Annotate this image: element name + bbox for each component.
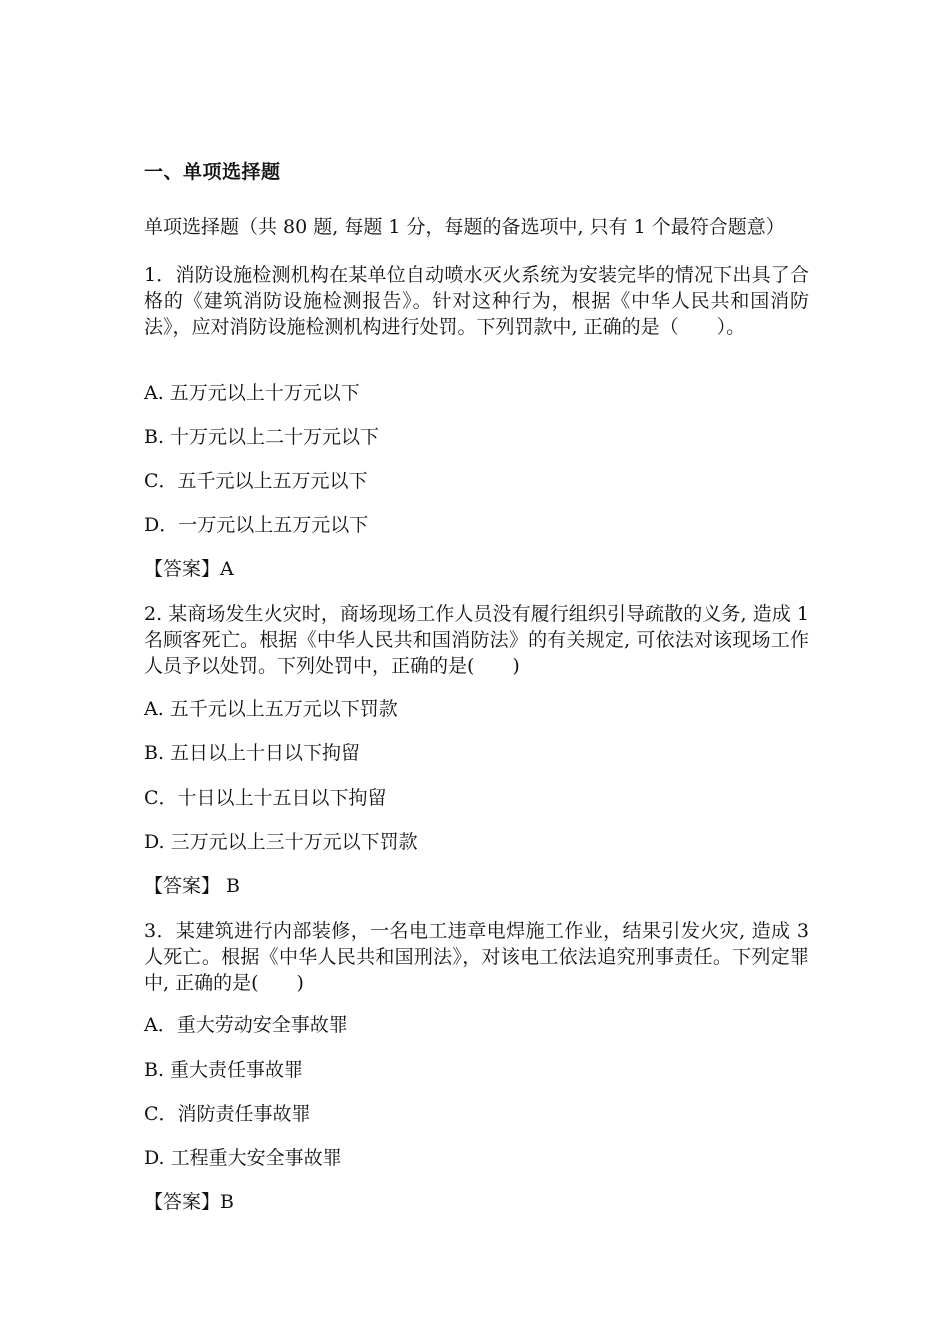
question-1-option-d: D．一万元以上五万元以下 [144, 514, 369, 536]
question-3-option-c: C．消防责任事故罪 [144, 1103, 311, 1125]
section-intro: 单项选择题（共 80 题, 每题 1 分，每题的备选项中, 只有 1 个最符合题意） [144, 216, 785, 238]
question-3-answer: 【答案】B [144, 1191, 234, 1213]
question-1-option-c: C．五千元以上五万元以下 [144, 470, 368, 492]
question-2-answer: 【答案】 B [144, 875, 241, 897]
question-3-option-a: A．重大劳动安全事故罪 [144, 1014, 348, 1036]
question-2-option-d: D. 三万元以上三十万元以下罚款 [144, 831, 418, 853]
section-title: 一、单项选择题 [144, 161, 281, 183]
question-2-option-c: C．十日以上十五日以下拘留 [144, 787, 387, 809]
question-stem-2: 2. 某商场发生火灾时，商场现场工作人员没有履行组织引导疏散的义务, 造成 1 名顾客死亡。根据《中华人民共和国消防法》的有关规定, 可依法对该现场工作人员予以处罚。下列处罚中，正确的是( ) [144, 603, 809, 677]
question-1-option-a: A. 五万元以上十万元以下 [144, 382, 360, 404]
question-3-option-d: D. 工程重大安全事故罪 [144, 1147, 342, 1169]
question-3-option-b: B. 重大责任事故罪 [144, 1059, 304, 1081]
question-stem-1: 1．消防设施检测机构在某单位自动喷水灭火系统为安装完毕的情况下出具了合格的《建筑消防设施检测报告》。针对这种行为，根据《中华人民共和国消防法》，应对消防设施检测机构进行处罚。下列罚款中, 正确的是（ ）。 [144, 264, 809, 338]
question-1-option-b: B. 十万元以上二十万元以下 [144, 426, 380, 448]
question-2-option-b: B. 五日以上十日以下拘留 [144, 742, 361, 764]
question-2-option-a: A. 五千元以上五万元以下罚款 [144, 698, 398, 720]
question-stem-3: 3．某建筑进行内部装修，一名电工违章电焊施工作业，结果引发火灾, 造成 3 人死亡。根据《中华人民共和国刑法》，对该电工依法追究刑事责任。下列定罪中, 正确的是( ) [144, 920, 809, 994]
question-1-answer: 【答案】A [144, 558, 234, 580]
